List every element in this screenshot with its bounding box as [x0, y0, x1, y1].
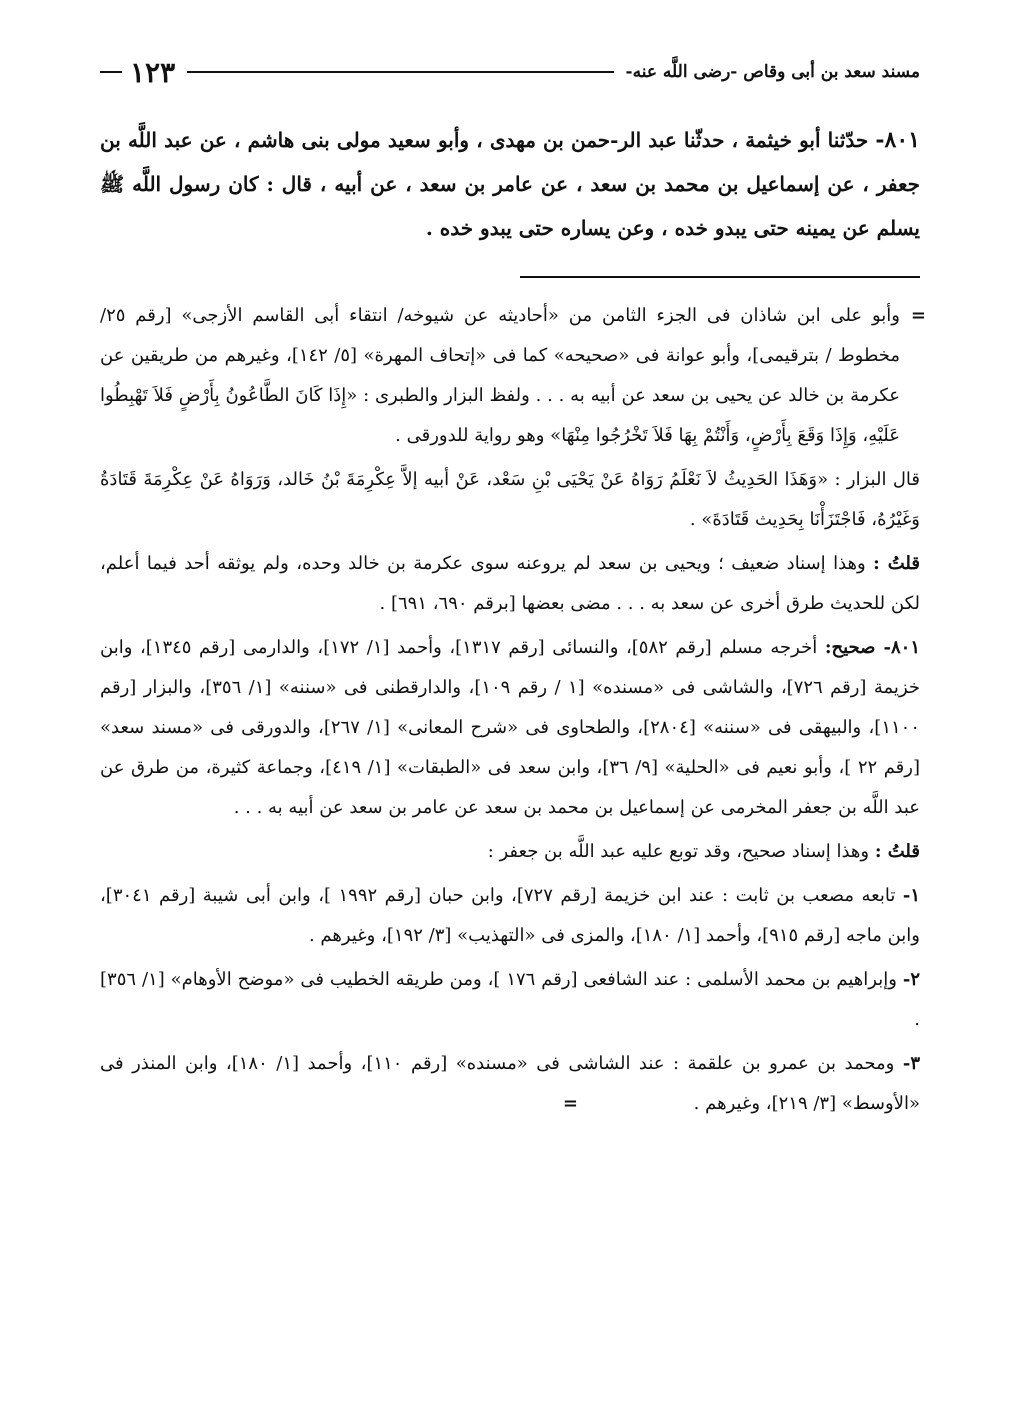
continuation-end-mark: =: [562, 1093, 578, 1114]
hadith-text: [100, 118, 920, 250]
footnote-text: وهذا إسناد ضعيف ؛ ويحيى بن سعد لم يروعنه سوى عكرمة بن خالد وحده، ولم يوثقه أحد فيما أعلم، لكن للحديث طرق أخرى عن سعد به . . . مضى بعضها [برقم ٦٩٠، ٦٩١] .: [100, 553, 920, 614]
footnote-text: وإبراهيم بن محمد الأسلمى : عند الشافعى [رقم ١٧٦ ]، ومن طريقه الخطيب فى «موضح الأوهام» [١/ ٣٥٦] .: [100, 969, 920, 1030]
footnote-takhrij: [100, 628, 920, 828]
footnote-text: أخرجه مسلم [رقم ٥٨٢]، والنسائى [رقم ١٣١٧]، وأحمد [١/ ١٧٢]، والدارمى [رقم ١٣٤٥]، وابن خزيمة [رقم ٧٢٦]، والشاشى فى «مسنده» [١ / رقم ١٠٩]، والدارقطنى فى «سننه» [١/ ٣٥٦]، والبزار [رقم ١١٠٠]، والبيهقى فى «سننه» [٢٨٠٤]، والطحاوى فى «شرح المعانى» [١/ ٢٦٧]، والدورقى فى «مسند سعد» [رقم ٢٢ ]، وأبو نعيم فى «الحلية» [٩/ ٣٦]، وابن سعد فى «الطبقات» [١/ ٤١٩]، وجماعة كثيرة، من طرق عن عبد اللَّه بن جعفر المخرمى عن إسماعيل بن محمد بن سعد عن عامر بن سعد عن أبيه به . . .: [100, 637, 920, 818]
footnote-separator: [520, 276, 920, 278]
footnote-bazzar-quote: [100, 460, 920, 540]
footnote-author-comment: [100, 544, 920, 624]
hadith-body: حدّثنا أبو خيثمة ، حدثّنا عبد الر-حمن بن مهدى ، وأبو سعيد مولى بنى هاشم ، عن عبد اللَّه بن جعفر ، عن إسماعيل بن محمد بن سعد ، عن عامر بن سعد ، عن أبيه ، قال : كان رسول اللَّه ﷺ يسلم عن يمينه حتى يبدو خده ، وعن يساره حتى يبدو خده .: [100, 128, 920, 240]
header-left-dash: [100, 71, 122, 73]
footnote-mutaba-1: [100, 876, 920, 956]
footnote-lead: قلتُ :: [874, 841, 920, 862]
hadith-number: ٨٠١-: [875, 127, 920, 153]
footnote-mutaba-3: [100, 1044, 920, 1124]
header-rule: [187, 71, 613, 73]
footnote-text: وهذا إسناد صحيح، وقد توبع عليه عبد اللَّه بن جعفر :: [487, 841, 870, 862]
footnote-text: ومحمد بن عمرو بن علقمة : عند الشاشى فى «مسنده» [رقم ١١٠]، وأحمد [١/ ١٨٠]، وابن المنذر فى «الأوسط» [٣/ ٢١٩]، وغيرهم .: [100, 1053, 920, 1114]
footnote-lead: ٨٠١- صحيح:: [824, 637, 920, 658]
footnotes: [100, 296, 926, 1124]
footnote-lead: ٢-: [902, 969, 920, 990]
footnote-text: تابعه مصعب بن ثابت : عند ابن خزيمة [رقم ٧٢٧]، وابن حبان [رقم ١٩٩٢ ]، وابن أبى شيبة [رقم ٣٠٤١]، وابن ماجه [رقم ٩١٥]، وأحمد [١/ ١٨٠]، والمزى فى «التهذيب» [٣/ ١٩٢]، وغيرهم .: [100, 885, 920, 946]
book-page: [100, 52, 926, 1128]
page-number: ١٢٣: [130, 55, 176, 89]
footnote-mutaba-2: [100, 960, 920, 1040]
footnote-text: قال البزار : «وَهَذَا الحَدِيثُ لاَ نَعْلَمُ رَوَاهُ عَنْ يَحْيَى بْنِ سَعْد، عَنْ أبيه إلاَّ عِكْرِمَةَ بْنُ خَالد، وَرَوَاهُ عَنْ عِكْرِمَةَ قَتَادَةُ وَغَيْرُهُ، فَاجْتَزَأْنَا بِحَدِيث قَتَادَةَ» .: [100, 469, 920, 530]
footnote-lead: قلتُ :: [873, 553, 920, 574]
footnote-lead: ٣-: [902, 1053, 920, 1074]
running-title: مسند سعد بن أبى وقاص -رضى اللَّه عنه-: [625, 62, 920, 82]
footnote-author-comment: [100, 832, 920, 872]
page-header: [100, 52, 920, 92]
continuation-mark: =: [910, 305, 926, 326]
footnote-lead: ١-: [902, 885, 920, 906]
footnote-text: وأبو على ابن شاذان فى الجزء الثامن من «أحاديثه عن شيوخه/ انتقاء أبى القاسم الأزجى» [رقم ٢٥/ مخطوط / بترقيمى]، وأبو عوانة فى «صحيحه» كما فى «إتحاف المهرة» [٥/ ١٤٢]، وغيرهم من طريقين عن عكرمة بن خالد عن يحيى بن سعد عن أبيه به . . . ولفظ البزار والطبرى : «إِذَا كَانَ الطَّاعُونُ بِأَرْضٍ فَلاَ تَهْبِطُوا عَلَيْهِ، وَإِذَا وَقَعَ بِأَرْضٍ، وَأَنْتُمْ بِهَا فَلاَ تَخْرُجُوا مِنْهَا» وهو رواية للدورقى .: [100, 305, 900, 446]
footnote-continuation: [100, 296, 926, 456]
